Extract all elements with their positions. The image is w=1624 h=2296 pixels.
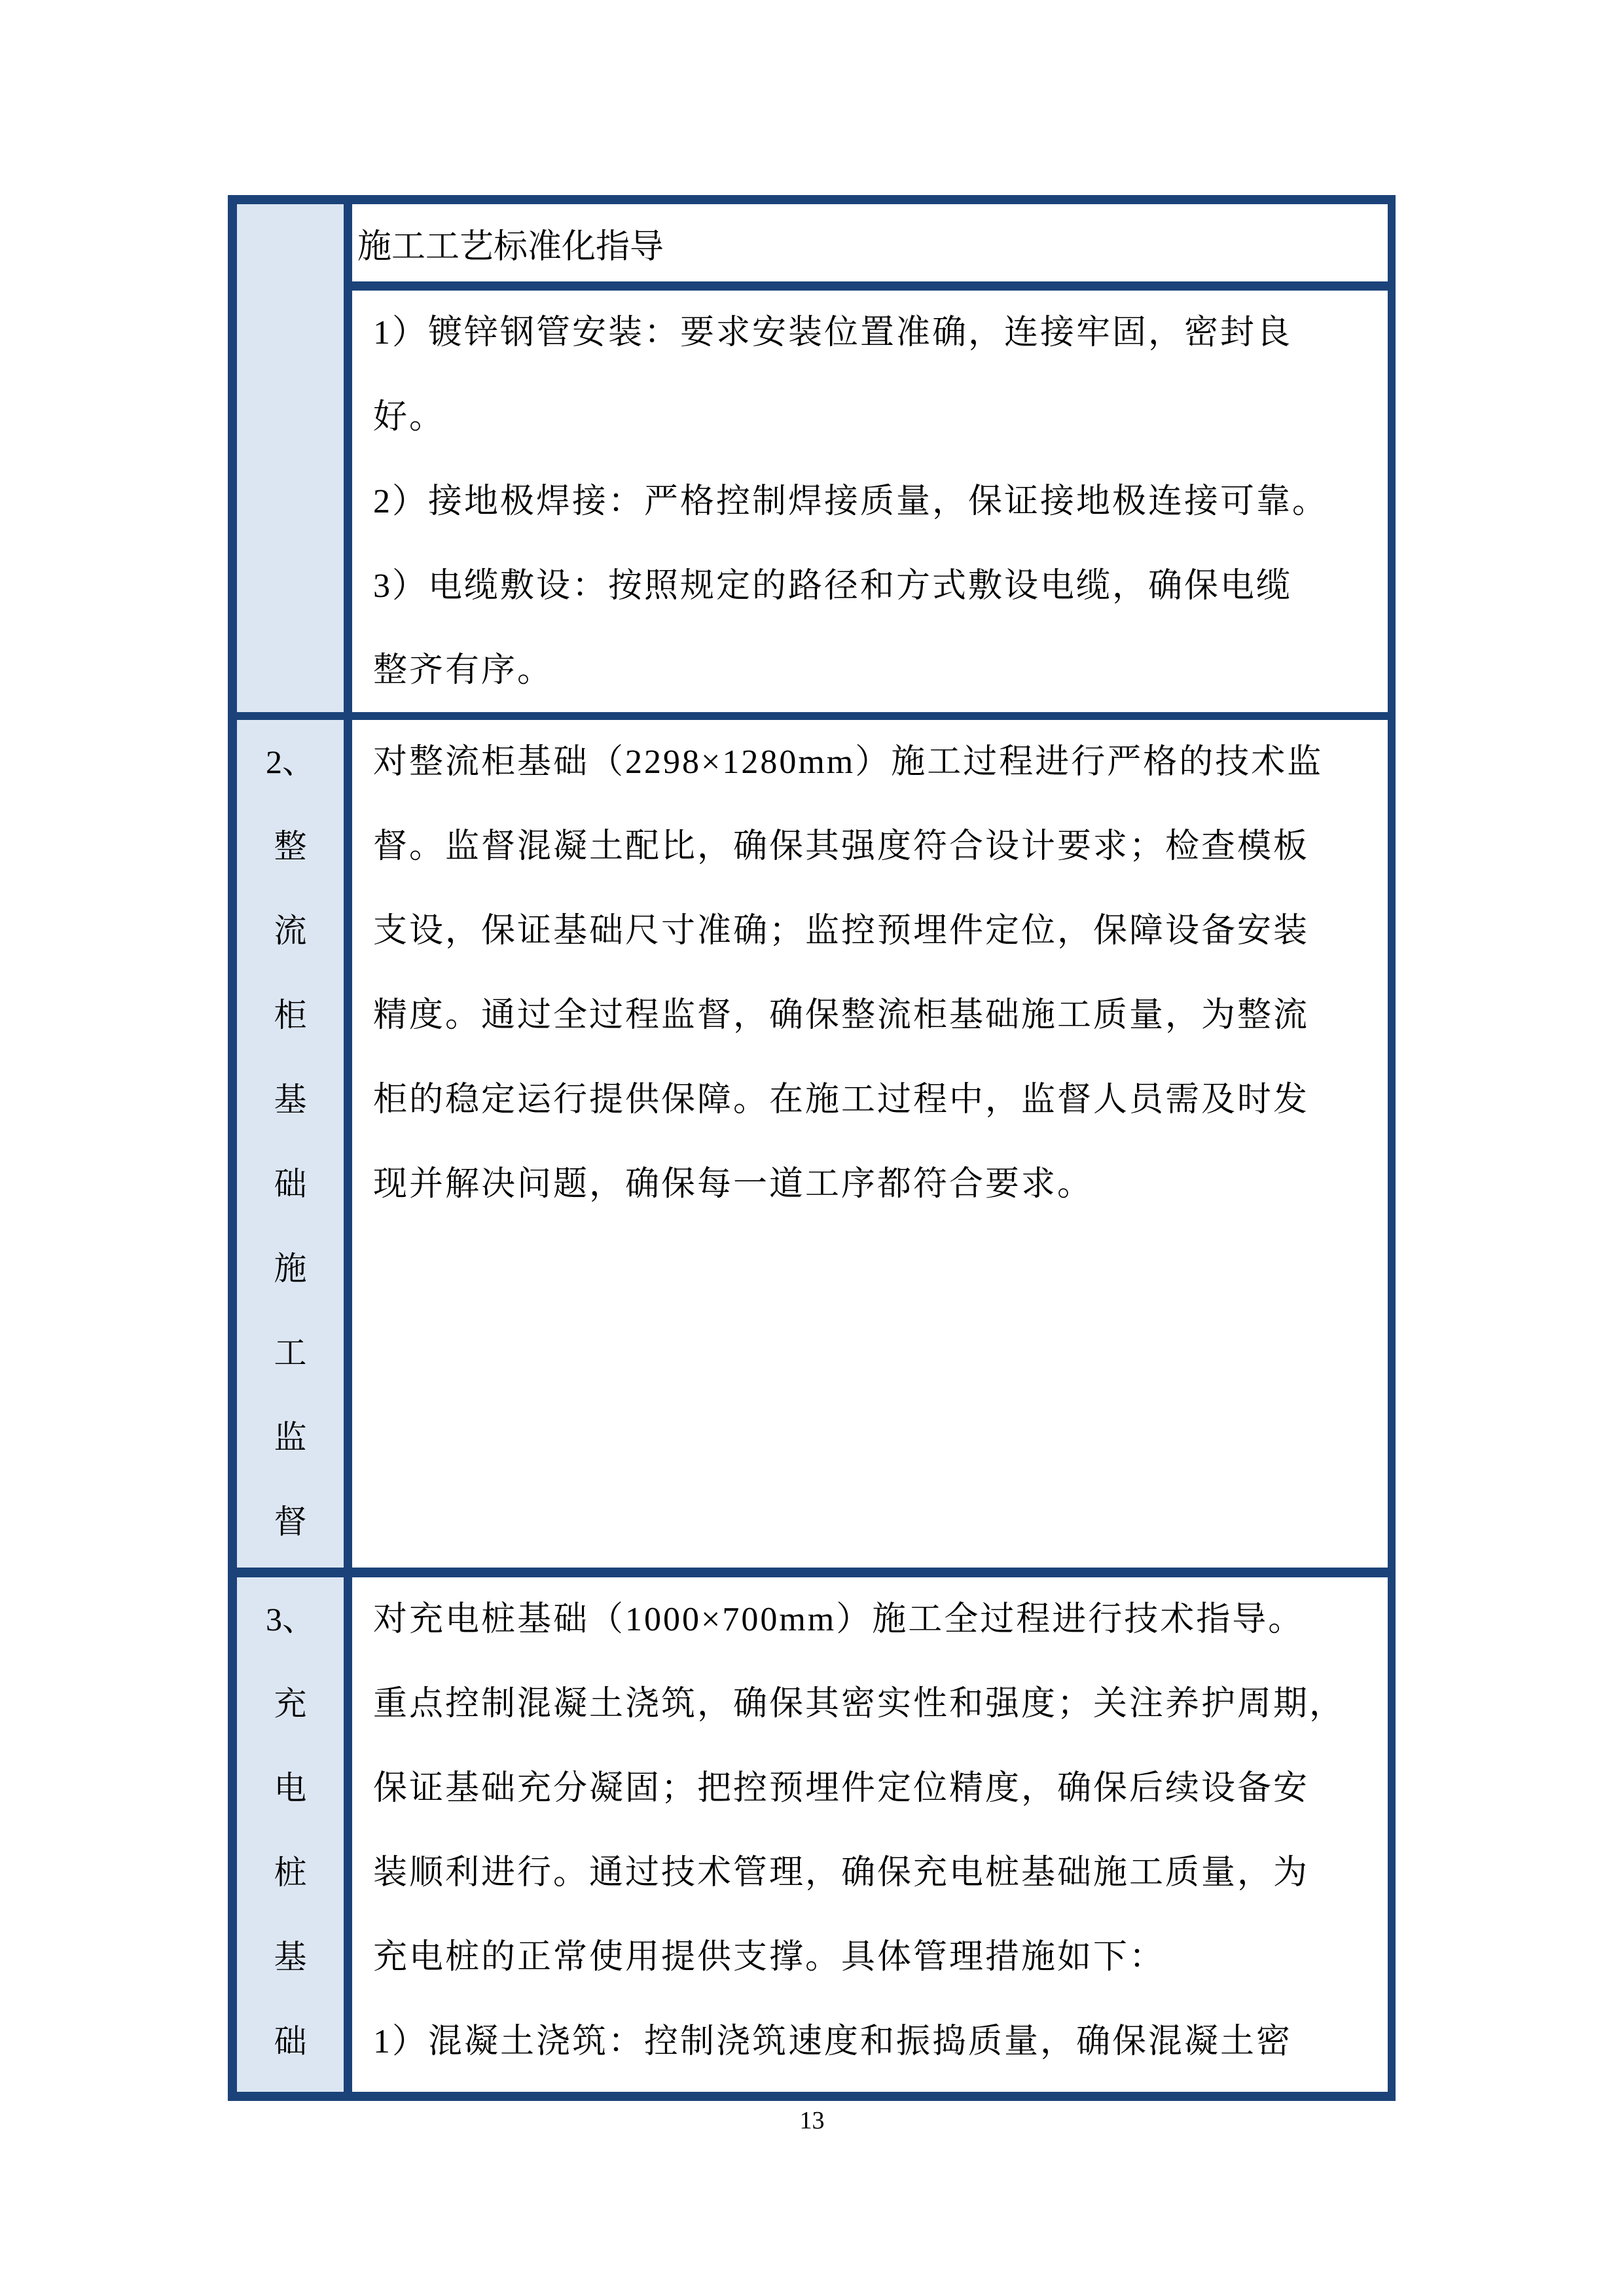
text-line: 督。监督混凝土配比，确保其强度符合设计要求；检查模板: [373, 828, 1310, 865]
text-line: 柜的稳定运行提供保障。在施工过程中，监督人员需及时发: [373, 1081, 1310, 1119]
text-line: 监: [274, 1419, 307, 1456]
charging-pile-row-label-cell: [237, 1577, 344, 2092]
text-line: 支设，保证基础尺寸准确；监控预埋件定位，保障设备安装: [373, 912, 1310, 950]
header-title: 施工工艺标准化指导: [357, 228, 664, 266]
text-line: 充: [274, 1685, 307, 1722]
text-line: 督: [274, 1503, 307, 1540]
page-number: 13: [799, 2107, 825, 2134]
text-line: 对整流柜基础（2298×1280mm）施工过程进行严格的技术监: [373, 744, 1324, 781]
text-line: 桩: [274, 1854, 307, 1891]
text-line: 好。: [373, 399, 446, 436]
text-line: 重点控制混凝土浇筑，确保其密实性和强度；关注养护周期，: [373, 1685, 1346, 1723]
text-line: 基: [274, 1081, 307, 1118]
construction-supervision-table: [228, 195, 1396, 2101]
text-line: 装顺利进行。通过技术管理，确保充电桩基础施工质量，为: [373, 1854, 1310, 1892]
text-line: 础: [274, 2023, 307, 2060]
text-line: 3）电缆敷设：按照规定的路径和方式敷设电缆，确保电缆: [373, 567, 1293, 605]
text-line: 精度。通过全过程监督，确保整流柜基础施工质量，为整流: [373, 997, 1310, 1034]
header-cell: [352, 204, 1388, 281]
text-line: 保证基础充分凝固；把控预埋件定位精度，确保后续设备安: [373, 1770, 1310, 1807]
process-guidance-body-cell: [352, 291, 1388, 712]
text-line: 1）镀锌钢管安装：要求安装位置准确，连接牢固，密封良: [373, 314, 1293, 351]
text-line: 1）混凝土浇筑：控制浇筑速度和振捣质量，确保混凝土密: [373, 2023, 1293, 2060]
text-line: 流: [274, 912, 307, 949]
text-line: 现并解决问题，确保每一道工序都符合要求。: [373, 1166, 1094, 1203]
text-line: 对充电桩基础（1000×700mm）施工全过程进行技术指导。: [373, 1601, 1305, 1638]
row1-label-cell: [237, 204, 344, 712]
text-line: 2）接地极焊接：严格控制焊接质量，保证接地极连接可靠。: [373, 483, 1329, 520]
text-line: 柜: [274, 997, 307, 1033]
text-line: 电: [274, 1770, 307, 1806]
text-line: 整齐有序。: [373, 652, 554, 689]
rectifier-row-label-cell: [237, 720, 344, 1568]
text-line: 3、: [266, 1601, 315, 1638]
text-line: 工: [274, 1335, 307, 1371]
text-line: 整: [274, 828, 307, 865]
text-line: 础: [274, 1166, 307, 1202]
rectifier-row-body-cell: [352, 720, 1388, 1568]
text-line: 充电桩的正常使用提供支撑。具体管理措施如下：: [373, 1939, 1166, 1976]
text-line: 施: [274, 1250, 307, 1287]
text-line: 2、: [266, 744, 315, 780]
text-line: 基: [274, 1939, 307, 1975]
charging-pile-row-body-cell: [352, 1577, 1388, 2092]
